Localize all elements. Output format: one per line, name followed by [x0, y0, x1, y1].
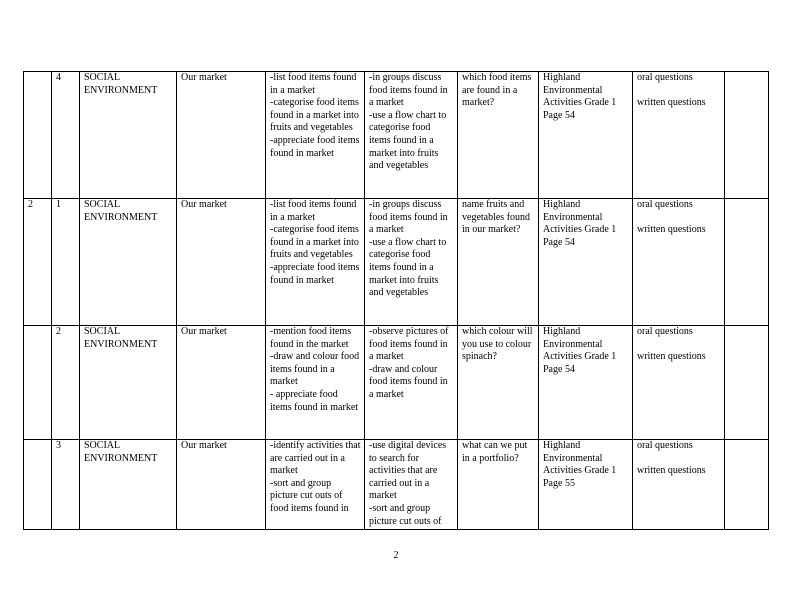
assessment-method: written questions	[637, 351, 706, 363]
scheme-of-work-table	[23, 71, 769, 530]
assessment-method: written questions	[637, 97, 706, 109]
learning-outcomes-cell	[266, 440, 365, 530]
inquiry-question-cell: which food items are found in a market?	[458, 72, 539, 199]
sub-strand-cell: Our market	[177, 326, 266, 440]
learning-experiences-cell: -in groups discuss food items found in a market -use a flow chart to categorise food items found in a market into fruits and vegetables	[365, 72, 458, 199]
assessment-method: oral questions	[637, 72, 693, 83]
assessment-method: written questions	[637, 465, 706, 477]
sub-strand-cell: Our market	[177, 199, 266, 326]
learning-experiences-cell: -in groups discuss food items found in a market -use a flow chart to categorise food items found in a market into fruits and vegetables	[365, 199, 458, 326]
reflection-cell	[725, 326, 769, 440]
lesson-cell: 4	[52, 72, 80, 199]
strand-cell: SOCIAL ENVIRONMENT	[80, 326, 177, 440]
sub-strand-cell: Our market	[177, 72, 266, 199]
learning-resources-cell: Highland Environmental Activities Grade 1 Page 54	[539, 199, 633, 326]
learning-experiences-cell: -observe pictures of food items found in a market -draw and colour food items found in a market	[365, 326, 458, 440]
learning-outcomes-cell: -mention food items found in the market -draw and colour food items found in a market - appreciate food items found in market	[266, 326, 365, 440]
strand-cell: SOCIAL ENVIRONMENT	[80, 72, 177, 199]
strand-cell: SOCIAL ENVIRONMENT	[80, 440, 177, 530]
page-number: 2	[393, 550, 399, 561]
learning-resources-cell: Highland Environmental Activities Grade 1 Page 55	[539, 440, 633, 530]
assessment-method: oral questions	[637, 326, 693, 337]
assessment-method: oral questions	[637, 199, 693, 210]
reflection-cell	[725, 72, 769, 199]
learning-resources-cell: Highland Environmental Activities Grade 1 Page 54	[539, 72, 633, 199]
assessment-method: written questions	[637, 224, 706, 236]
learning-outcomes-cell: -list food items found in a market -categorise food items found in a market into fruits and vegetables -appreciate food items found in market	[266, 199, 365, 326]
table-row	[24, 326, 769, 440]
lesson-cell: 2	[52, 326, 80, 440]
learning-outcomes-text: -identify activities that are carried out in a market -sort and group picture cut outs of food items found in	[270, 440, 361, 514]
week-cell	[24, 440, 52, 530]
learning-experiences-text: -use digital devices to search for activities that are carried out in a market -sort and group picture cut outs of	[369, 440, 447, 527]
assessment-cell	[633, 326, 725, 440]
lesson-cell: 3	[52, 440, 80, 530]
learning-experiences-cell	[365, 440, 458, 530]
assessment-cell	[633, 440, 725, 530]
inquiry-question-cell: which colour will you use to colour spinach?	[458, 326, 539, 440]
learning-resources-cell: Highland Environmental Activities Grade 1 Page 54	[539, 326, 633, 440]
week-cell	[24, 72, 52, 199]
sub-strand-cell: Our market	[177, 440, 266, 530]
assessment-method: oral questions	[637, 440, 693, 451]
assessment-cell	[633, 72, 725, 199]
reflection-cell	[725, 440, 769, 530]
strand-cell: SOCIAL ENVIRONMENT	[80, 199, 177, 326]
week-cell: 2	[24, 199, 52, 326]
inquiry-question-cell: name fruits and vegetables found in our market?	[458, 199, 539, 326]
week-cell	[24, 326, 52, 440]
table-row	[24, 199, 769, 326]
learning-outcomes-cell: -list food items found in a market -categorise food items found in a market into fruits and vegetables -appreciate food items found in market	[266, 72, 365, 199]
assessment-cell	[633, 199, 725, 326]
reflection-cell	[725, 199, 769, 326]
table-row	[24, 72, 769, 199]
inquiry-question-cell: what can we put in a portfolio?	[458, 440, 539, 530]
table-row	[24, 440, 769, 530]
lesson-cell: 1	[52, 199, 80, 326]
